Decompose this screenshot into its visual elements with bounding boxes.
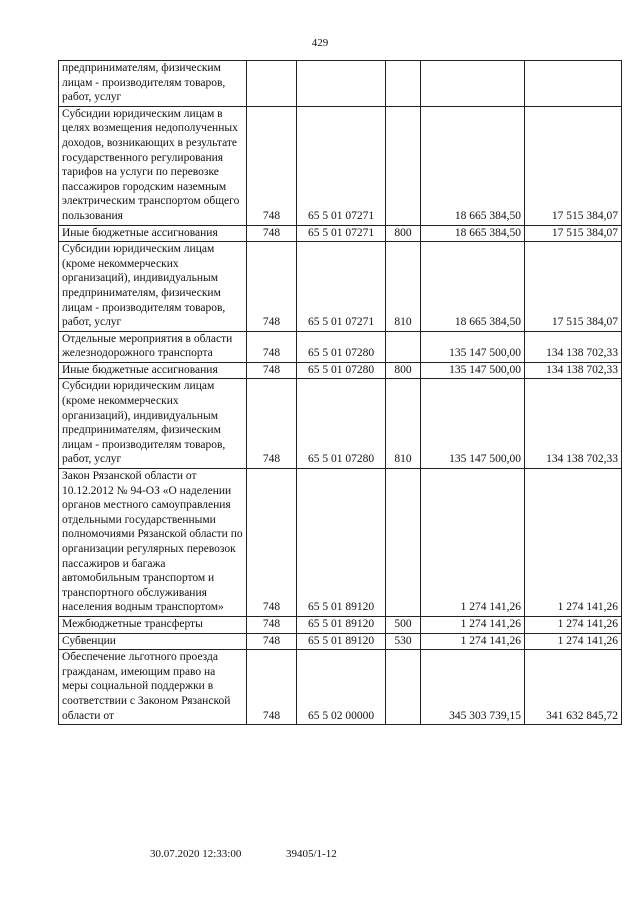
table-row [59, 379, 622, 469]
row-gr-code: 748 [247, 469, 297, 617]
row-csr-code: 65 5 01 07280 [297, 331, 386, 362]
table-row [59, 106, 622, 225]
row-gr-code: 748 [247, 331, 297, 362]
table-row [59, 633, 622, 650]
row-gr-code: 748 [247, 650, 297, 725]
row-name: Субсидии юридическим лицам в целях возмещения недополученных доходов, возникающих в результате государственного регулирования тарифов на услуги по перевозке пассажиров городским наземным электрическим транспортом общего пользования [59, 106, 247, 225]
row-vr-code [386, 650, 421, 725]
row-csr-code: 65 5 01 89120 [297, 469, 386, 617]
row-gr-code [247, 61, 297, 107]
row-vr-code: 500 [386, 616, 421, 633]
row-amount-1: 135 147 500,00 [421, 362, 525, 379]
row-name: Обеспечение льготного проезда гражданам, имеющим право на меры социальной поддержки в соответствии с Законом Рязанской области от [59, 650, 247, 725]
row-csr-code: 65 5 01 89120 [297, 616, 386, 633]
row-amount-1: 18 665 384,50 [421, 225, 525, 242]
row-vr-code: 810 [386, 379, 421, 469]
footer-doc-code: 39405/1-12 [286, 848, 337, 860]
budget-table [58, 60, 622, 725]
row-gr-code: 748 [247, 242, 297, 332]
row-amount-2: 134 138 702,33 [525, 379, 622, 469]
row-amount-2: 1 274 141,26 [525, 616, 622, 633]
row-name: предпринимателям, физическим лицам - производителям товаров, работ, услуг [59, 61, 247, 107]
row-name: Субвенции [59, 633, 247, 650]
row-gr-code: 748 [247, 106, 297, 225]
row-vr-code [386, 106, 421, 225]
table-row [59, 61, 622, 107]
row-amount-2: 1 274 141,26 [525, 633, 622, 650]
table-row [59, 362, 622, 379]
row-amount-1: 1 274 141,26 [421, 616, 525, 633]
row-amount-1: 1 274 141,26 [421, 633, 525, 650]
row-amount-2 [525, 61, 622, 107]
row-gr-code: 748 [247, 225, 297, 242]
row-amount-1: 135 147 500,00 [421, 331, 525, 362]
row-csr-code: 65 5 01 07271 [297, 242, 386, 332]
table-row [59, 225, 622, 242]
row-name: Отдельные мероприятия в области железнодорожного транспорта [59, 331, 247, 362]
row-name: Иные бюджетные ассигнования [59, 362, 247, 379]
row-vr-code: 530 [386, 633, 421, 650]
row-amount-1: 135 147 500,00 [421, 379, 525, 469]
row-csr-code [297, 61, 386, 107]
row-vr-code: 800 [386, 362, 421, 379]
table-row [59, 616, 622, 633]
row-amount-1: 18 665 384,50 [421, 242, 525, 332]
row-amount-1: 18 665 384,50 [421, 106, 525, 225]
footer-timestamp: 30.07.2020 12:33:00 [150, 848, 242, 860]
row-amount-2: 134 138 702,33 [525, 362, 622, 379]
row-vr-code [386, 469, 421, 617]
row-vr-code: 810 [386, 242, 421, 332]
row-gr-code: 748 [247, 633, 297, 650]
row-csr-code: 65 5 01 07280 [297, 362, 386, 379]
row-name: Закон Рязанской области от 10.12.2012 № 94-ОЗ «О наделении органов местного самоуправления отдельными государственными полномочиями Рязанской области по организации регулярных перевозок пассажиров и багажа автомобильным транспортом и транспортного обслуживания населения водным транспортом» [59, 469, 247, 617]
row-vr-code: 800 [386, 225, 421, 242]
row-amount-2: 17 515 384,07 [525, 106, 622, 225]
row-amount-1: 1 274 141,26 [421, 469, 525, 617]
row-amount-1 [421, 61, 525, 107]
row-gr-code: 748 [247, 379, 297, 469]
row-gr-code: 748 [247, 616, 297, 633]
row-amount-2: 341 632 845,72 [525, 650, 622, 725]
row-amount-2: 17 515 384,07 [525, 242, 622, 332]
row-amount-2: 1 274 141,26 [525, 469, 622, 617]
table-row [59, 469, 622, 617]
table-row [59, 242, 622, 332]
row-amount-1: 345 303 739,15 [421, 650, 525, 725]
row-csr-code: 65 5 01 89120 [297, 633, 386, 650]
table-row [59, 331, 622, 362]
row-name: Субсидии юридическим лицам (кроме некоммерческих организаций), индивидуальным предпринимателям, физическим лицам - производителям товаров, работ, услуг [59, 379, 247, 469]
row-gr-code: 748 [247, 362, 297, 379]
row-csr-code: 65 5 02 00000 [297, 650, 386, 725]
row-vr-code [386, 61, 421, 107]
table-row [59, 650, 622, 725]
row-name: Субсидии юридическим лицам (кроме некоммерческих организаций), индивидуальным предпринимателям, физическим лицам - производителям товаров, работ, услуг [59, 242, 247, 332]
row-vr-code [386, 331, 421, 362]
row-amount-2: 17 515 384,07 [525, 225, 622, 242]
row-amount-2: 134 138 702,33 [525, 331, 622, 362]
row-name: Иные бюджетные ассигнования [59, 225, 247, 242]
page-number: 429 [311, 37, 329, 49]
row-csr-code: 65 5 01 07280 [297, 379, 386, 469]
row-csr-code: 65 5 01 07271 [297, 225, 386, 242]
row-name: Межбюджетные трансферты [59, 616, 247, 633]
row-csr-code: 65 5 01 07271 [297, 106, 386, 225]
